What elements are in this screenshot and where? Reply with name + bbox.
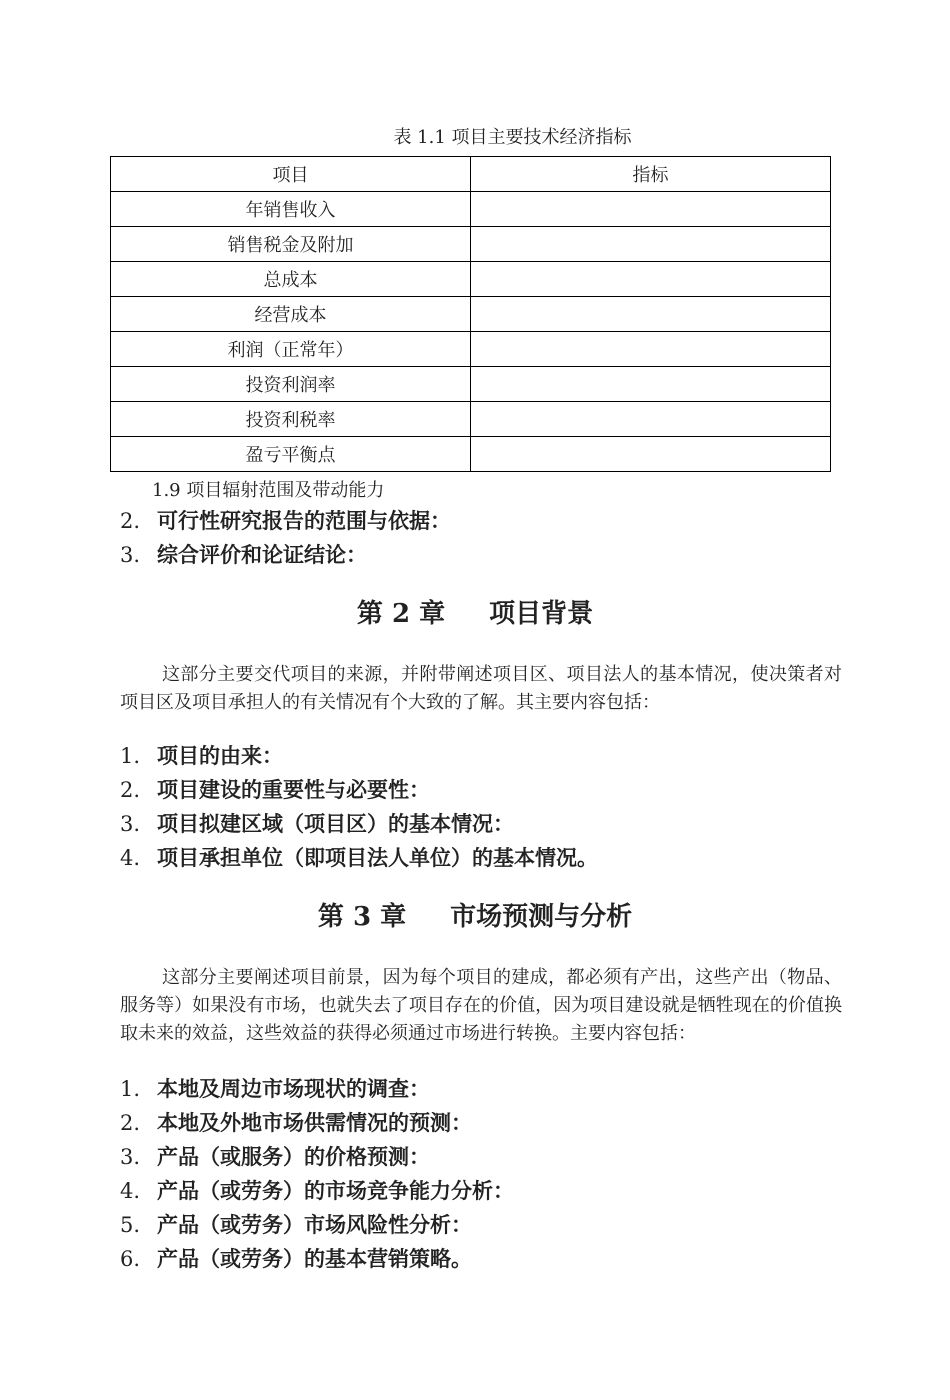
list-text: 产品（或劳务）的基本营销策略。 xyxy=(157,1246,472,1271)
table-row xyxy=(111,192,831,227)
list-text: 本地及周边市场现状的调查： xyxy=(157,1076,430,1101)
list-text: 项目建设的重要性与必要性： xyxy=(157,777,430,802)
chapter-content-list xyxy=(120,739,598,875)
table-row xyxy=(111,262,831,297)
table-caption: 表 1.1 项目主要技术经济指标 xyxy=(393,127,632,148)
table-cell-value xyxy=(471,297,831,332)
chapter-title: 市场预测与分析 xyxy=(450,902,633,932)
table-cell-item: 盈亏平衡点 xyxy=(111,437,471,472)
list-number: 2. xyxy=(120,1111,141,1135)
list-number: 4. xyxy=(120,846,141,870)
list-text: 产品（或服务）的价格预测： xyxy=(157,1144,430,1169)
table-row xyxy=(111,332,831,367)
chapter-content-list xyxy=(120,1072,514,1276)
subsection-heading: 1.9 项目辐射范围及带动能力 xyxy=(152,480,385,501)
table-row xyxy=(111,367,831,402)
list-item xyxy=(120,504,451,538)
list-item xyxy=(120,538,451,572)
table-cell-item: 经营成本 xyxy=(111,297,471,332)
list-number: 5. xyxy=(120,1213,141,1237)
list-text: 产品（或劳务）的市场竞争能力分析： xyxy=(157,1178,514,1203)
column-header-item: 项目 xyxy=(111,157,471,192)
list-number: 6. xyxy=(120,1247,141,1271)
table-cell-value xyxy=(471,367,831,402)
list-text: 综合评价和论证结论： xyxy=(157,542,367,567)
table-row xyxy=(111,227,831,262)
chapter-number: 第 2 章 xyxy=(356,599,446,629)
chapter-intro-paragraph: 这部分主要交代项目的来源，并附带阐述项目区、项目法人的基本情况，使决策者对项目区及项目承担人的有关情况有个大致的了解。其主要内容包括： xyxy=(120,664,842,713)
list-item xyxy=(120,1106,514,1140)
table-cell-item: 利润（正常年） xyxy=(111,332,471,367)
table-cell-value xyxy=(471,227,831,262)
column-header-indicator: 指标 xyxy=(471,157,831,192)
table-cell-value xyxy=(471,332,831,367)
list-item xyxy=(120,1140,514,1174)
list-number: 4. xyxy=(120,1179,141,1203)
chapter-heading xyxy=(0,593,950,630)
list-item xyxy=(120,739,598,773)
table-cell-item: 年销售收入 xyxy=(111,192,471,227)
list-item xyxy=(120,1174,514,1208)
list-item xyxy=(120,1208,514,1242)
list-number: 1. xyxy=(120,744,141,768)
list-number: 1. xyxy=(120,1077,141,1101)
table-cell-item: 投资利润率 xyxy=(111,367,471,402)
table-cell-item: 总成本 xyxy=(111,262,471,297)
list-item xyxy=(120,807,598,841)
list-text: 项目拟建区域（项目区）的基本情况： xyxy=(157,811,514,836)
list-text: 项目承担单位（即项目法人单位）的基本情况。 xyxy=(157,845,598,870)
chapter-intro-paragraph: 这部分主要阐述项目前景，因为每个项目的建成，都必须有产出，这些产出（物品、服务等）如果没有市场，也就失去了项目存在的价值，因为项目建设就是牺牲现在的价值换取未来的效益，这些效益的获得必须通过市场进行转换。主要内容包括： xyxy=(120,967,842,1044)
chapter-title: 项目背景 xyxy=(489,599,594,629)
table-header-row xyxy=(111,157,831,192)
economic-indicators-table xyxy=(110,156,831,472)
list-text: 产品（或劳务）市场风险性分析： xyxy=(157,1212,472,1237)
outline-list xyxy=(120,504,451,572)
list-item xyxy=(120,1072,514,1106)
list-text: 项目的由来： xyxy=(157,743,283,768)
table-cell-item: 销售税金及附加 xyxy=(111,227,471,262)
list-number: 3. xyxy=(120,812,141,836)
list-number: 2. xyxy=(120,509,141,533)
list-item xyxy=(120,773,598,807)
chapter-number: 第 3 章 xyxy=(317,902,407,932)
list-number: 3. xyxy=(120,543,141,567)
list-item xyxy=(120,841,598,875)
table-cell-item: 投资利税率 xyxy=(111,402,471,437)
table-row xyxy=(111,402,831,437)
table-cell-value xyxy=(471,437,831,472)
list-number: 3. xyxy=(120,1145,141,1169)
table-cell-value xyxy=(471,262,831,297)
list-number: 2. xyxy=(120,778,141,802)
table-row xyxy=(111,297,831,332)
chapter-heading xyxy=(0,896,950,933)
table-cell-value xyxy=(471,192,831,227)
list-item xyxy=(120,1242,514,1276)
list-text: 可行性研究报告的范围与依据： xyxy=(157,508,451,533)
table-row xyxy=(111,437,831,472)
list-text: 本地及外地市场供需情况的预测： xyxy=(157,1110,472,1135)
table-cell-value xyxy=(471,402,831,437)
